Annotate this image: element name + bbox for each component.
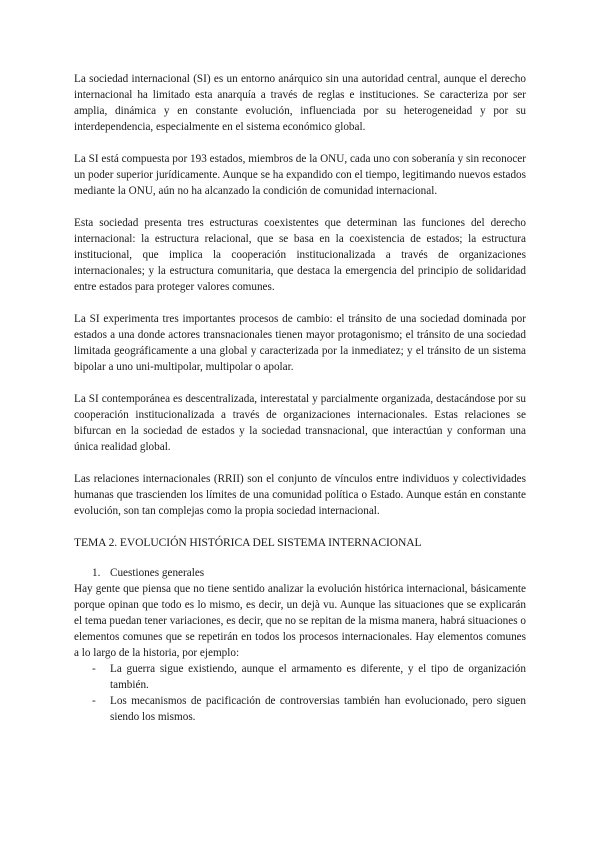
subsection-heading [92,565,526,581]
list-item-text: La guerra sigue existiendo, aunque el armamento es diferente, y el tipo de organización también. [110,663,526,691]
paragraph-si-composition: La SI está compuesta por 193 estados, miembros de la ONU, cada uno con soberanía y sin reconocer un poder superior jurídicamente. Aunque se ha expandido con el tiempo, legitimando nuevos estados mediante la ONU, aún no ha alcanzado la condición de comunidad internacional. [74,153,526,197]
paragraph-rrii-definition: Las relaciones internacionales (RRII) son el conjunto de vínculos entre individuos y colectividades humanas que trascienden los límites de una comunidad política o Estado. Aunque están en constante evolución, son tan complejas como la propia sociedad internacional. [74,473,526,517]
bullet-marker: - [92,695,96,707]
subsection-title: Cuestiones generales [110,567,205,579]
subsection-number: 1. [92,567,101,579]
paragraph-si-definition: La sociedad internacional (SI) es un entorno anárquico sin una autoridad central, aunque el derecho internacional ha limitado esta anarquía a través de reglas e instituciones. Se caracteriza por ser amplia, dinámica y en constante evolución, influenciada por su heterogeneidad y por su interdependencia, especialmente en el sistema económico global. [74,73,526,133]
bullet-list [74,661,526,725]
document-page [74,71,526,725]
section-heading: TEMA 2. EVOLUCIÓN HISTÓRICA DEL SISTEMA INTERNACIONAL [74,536,422,549]
paragraph-si-structures: Esta sociedad presenta tres estructuras coexistentes que determinan las funciones del derecho internacional: la estructura relacional, que se basa en la coexistencia de estados; la estructura institucional, que implica la cooperación institucionalizada a través de organizaciones internacionales; y la estructura comunitaria, que destaca la emergencia del principio de solidaridad entre estados para proteger valores comunes. [74,217,526,293]
paragraph-general-questions: Hay gente que piensa que no tiene sentido analizar la evolución histórica internacional, básicamente porque opinan que todo es lo mismo, es decir, un dejà vu. Aunque las situaciones que se explicarán el tema puedan tener variaciones, es decir, que no se repitan de la misma manera, habrá situaciones o elementos comunes que se repetirán en todos los procesos internacionales. Hay elementos comunes a lo largo de la historia, por ejemplo: [74,583,526,659]
paragraph-si-contemporary: La SI contemporánea es descentralizada, interestatal y parcialmente organizada, destacándose por su cooperación institucionalizada a través de organizaciones internacionales. Estas relaciones se bifurcan en la sociedad de estados y la sociedad transnacional, que interactúan y conforman una única realidad global. [74,393,526,453]
list-item [92,693,526,725]
bullet-marker: - [92,663,96,675]
paragraph-si-change-processes: La SI experimenta tres importantes procesos de cambio: el tránsito de una sociedad dominada por estados a una donde actores transnacionales tienen mayor protagonismo; el tránsito de una sociedad limitada geográficamente a una global y caracterizada por la inmediatez; y el tránsito de un sistema bipolar a uno uni-multipolar, multipolar o apolar. [74,313,526,373]
list-item [92,661,526,693]
list-item-text: Los mecanismos de pacificación de controversias también han evolucionado, pero siguen siendo los mismos. [110,695,526,723]
